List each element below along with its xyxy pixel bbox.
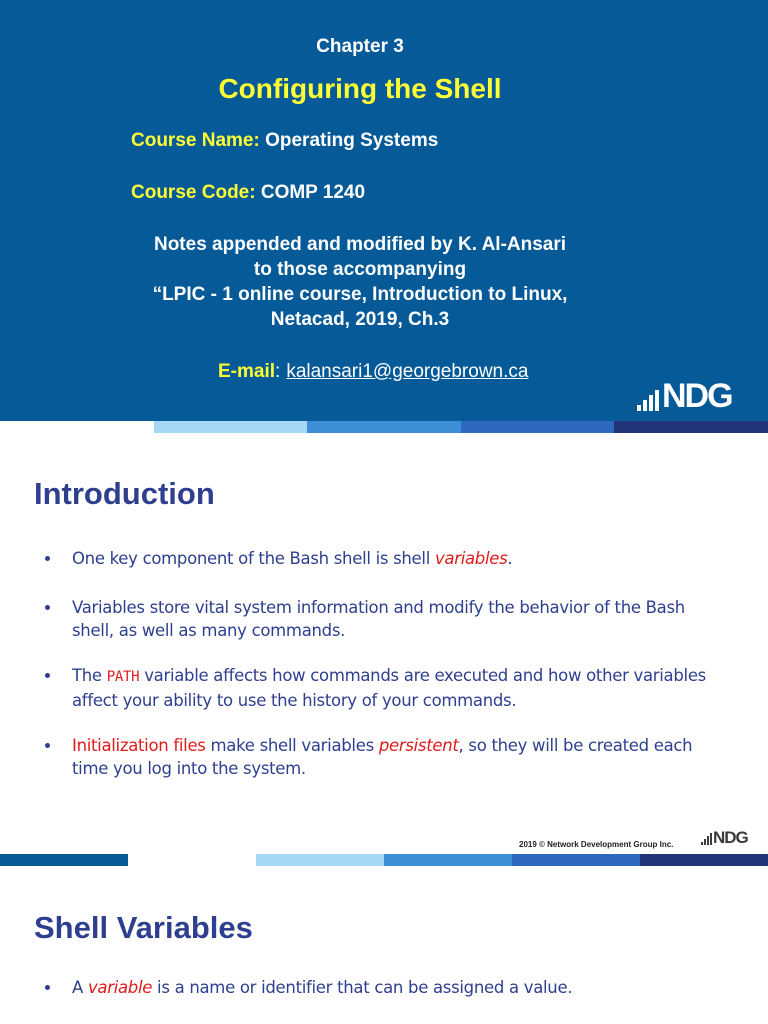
ndg-logo <box>637 378 732 414</box>
email-link[interactable]: kalansari1@georgebrown.ca <box>286 361 529 382</box>
notes-line: “LPIC - 1 online course, Introduction to Linux, <box>152 284 568 305</box>
list-item: A variable is a name or identifier that can be assigned a value. <box>40 976 730 999</box>
color-stripe <box>0 421 768 433</box>
title-slide <box>0 0 768 432</box>
course-code-line <box>131 182 365 204</box>
course-name-value: Operating Systems <box>265 130 439 151</box>
notes-line: Notes appended and modified by K. Al-Ansari <box>153 234 567 255</box>
course-name-label: Course Name: <box>131 130 260 151</box>
notes-line: to those accompanying <box>253 259 467 280</box>
email-colon: : <box>275 361 281 382</box>
signal-bars-icon <box>701 831 712 847</box>
list-item: The PATH variable affects how commands are executed and how other variables affect your ability to use the history of your commands. <box>40 664 730 712</box>
list-item: Variables store vital system information and modify the behavior of the Bash shell, as well as many commands. <box>40 596 730 642</box>
list-item: One key component of the Bash shell is shell variables. <box>40 547 730 570</box>
notes-block <box>0 232 720 332</box>
bullet-list <box>40 547 730 780</box>
ndg-logo-text: NDG <box>662 377 732 415</box>
copyright-footer: 2019 © Network Development Group Inc. <box>519 840 674 849</box>
email-label: E-mail <box>218 361 276 382</box>
slide-heading: Shell Variables <box>34 910 253 945</box>
course-name-line <box>131 130 438 152</box>
email-line <box>218 361 528 383</box>
chapter-label: Chapter 3 <box>316 36 404 57</box>
slide-heading: Introduction <box>34 476 215 511</box>
course-code-value: COMP 1240 <box>260 182 366 203</box>
ndg-logo-text: NDG <box>713 828 748 847</box>
color-stripe <box>0 854 768 866</box>
slide-title: Configuring the Shell <box>218 73 502 104</box>
signal-bars-icon <box>637 379 659 414</box>
ndg-logo-small <box>701 829 748 847</box>
list-item: Initialization files make shell variables persistent, so they will be created each time you log into the system. <box>40 734 730 780</box>
course-code-label: Course Code: <box>131 182 256 203</box>
notes-line: Netacad, 2019, Ch.3 <box>270 309 450 330</box>
bullet-list <box>40 976 730 999</box>
